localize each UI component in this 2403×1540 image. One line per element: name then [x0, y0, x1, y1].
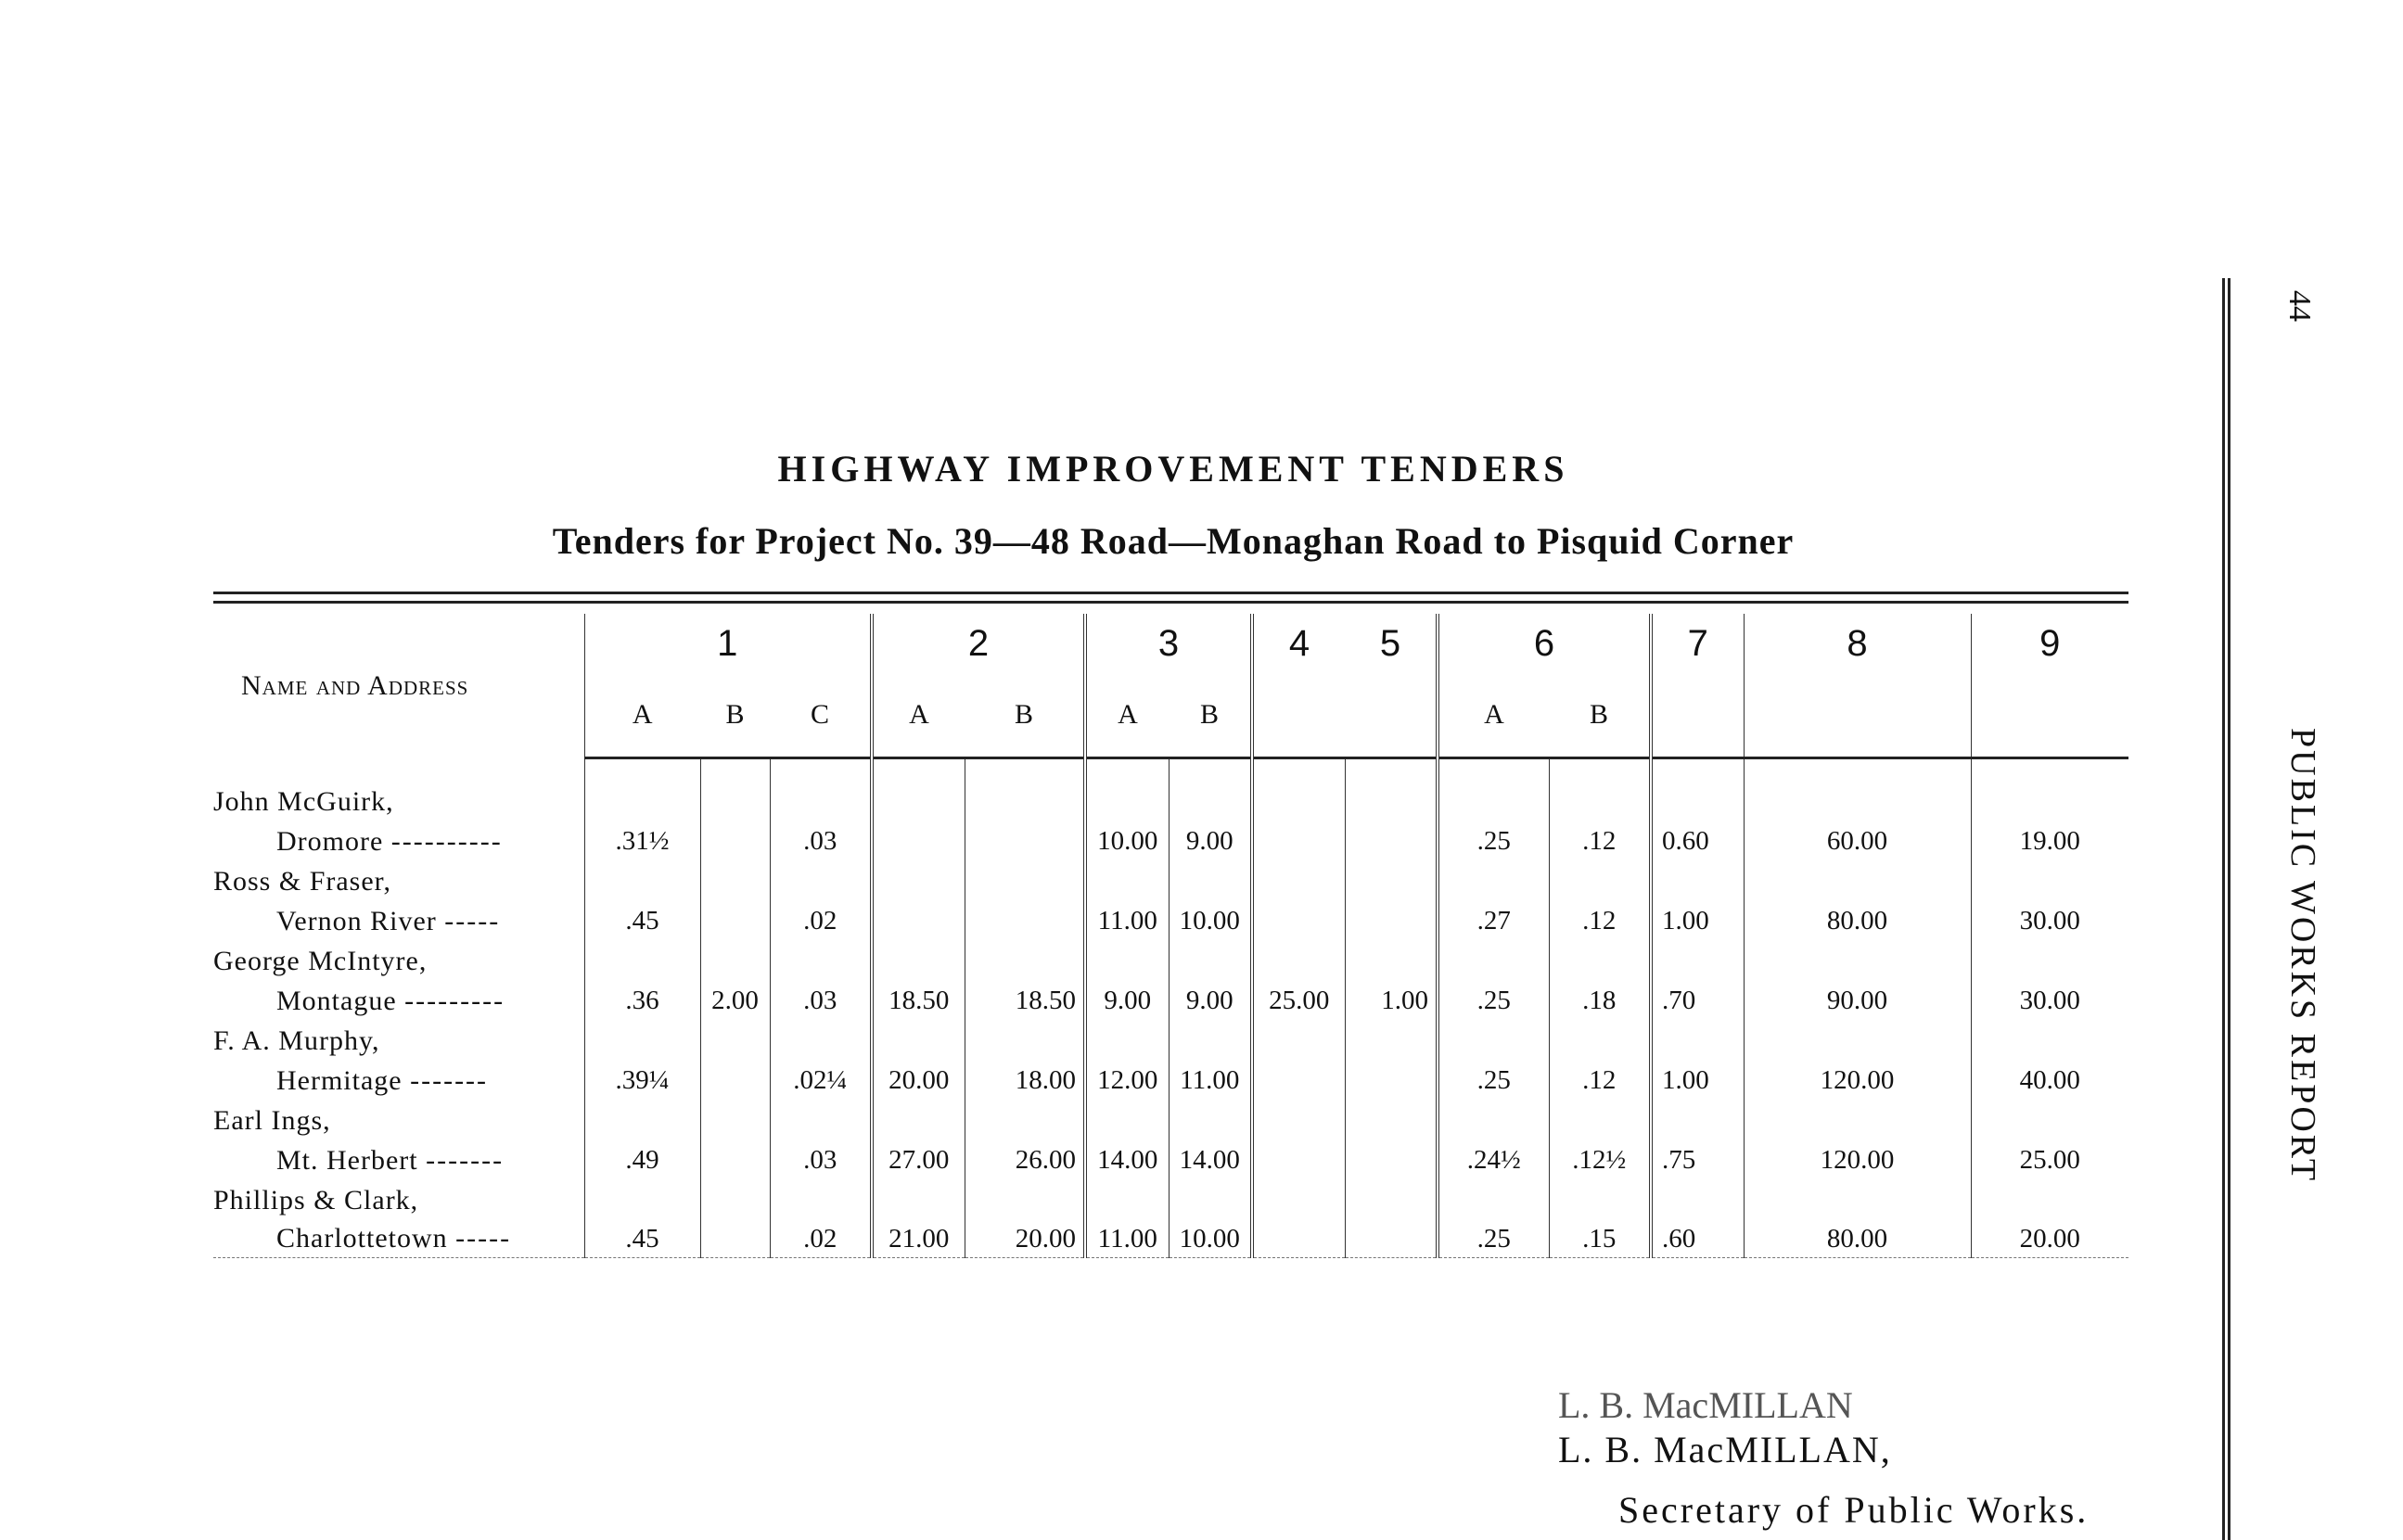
table-row-name — [213, 861, 2128, 901]
address-text: Vernon River — [276, 905, 437, 936]
table-cell: 21.00 — [872, 1220, 965, 1258]
table-cell: 18.50 — [872, 981, 965, 1021]
table-cell — [1345, 1061, 1438, 1101]
table-cell: .25 — [1438, 821, 1549, 861]
table-cell: .45 — [584, 901, 700, 941]
table-cell: 18.00 — [965, 1061, 1085, 1101]
signature-name: L. B. MacMILLAN, — [1558, 1429, 1892, 1470]
tenderer-name: Ross & Fraser, — [213, 865, 391, 897]
table-cell: 10.00 — [1169, 901, 1252, 941]
top-rule-2 — [213, 601, 2128, 604]
table-cell: .60 — [1651, 1220, 1744, 1258]
table-cell: .27 — [1438, 901, 1549, 941]
tenders-table-container — [213, 614, 2128, 1258]
table-cell: 1.00 — [1651, 901, 1744, 941]
table-cell: 11.00 — [1085, 1220, 1169, 1258]
table-row-name — [213, 782, 2128, 821]
table-cell: 80.00 — [1744, 1220, 1971, 1258]
table-cell — [1252, 1220, 1345, 1258]
leader-dots: ---------- — [390, 825, 503, 857]
table-cell: 18.50 — [965, 981, 1085, 1021]
table-cell: 1.00 — [1345, 981, 1438, 1021]
col-2b: B — [965, 673, 1085, 758]
tenderer-address — [213, 1061, 584, 1101]
leader-dots: --------- — [404, 985, 505, 1016]
table-cell: 12.00 — [1085, 1061, 1169, 1101]
table-cell: 120.00 — [1744, 1140, 1971, 1180]
tenderer-name: John McGuirk, — [213, 785, 394, 817]
table-cell: 26.00 — [965, 1140, 1085, 1180]
leader-dots: ----- — [444, 905, 501, 936]
col-6b: B — [1549, 673, 1651, 758]
table-cell: .45 — [584, 1220, 700, 1258]
table-cell — [1345, 901, 1438, 941]
table-cell: 9.00 — [1169, 981, 1252, 1021]
table-cell: 30.00 — [1971, 981, 2128, 1021]
address-text: Mt. Herbert — [276, 1144, 418, 1176]
tenderer-address — [213, 1220, 584, 1258]
table-cell: .49 — [584, 1140, 700, 1180]
table-cell: 2.00 — [700, 981, 770, 1021]
table-cell: .25 — [1438, 1220, 1549, 1258]
leader-dots: ----- — [455, 1223, 512, 1254]
table-cell: 120.00 — [1744, 1061, 1971, 1101]
table-cell: .02 — [770, 901, 872, 941]
table-cell: 11.00 — [1085, 901, 1169, 941]
table-cell: 30.00 — [1971, 901, 2128, 941]
leader-dots: ------- — [410, 1064, 489, 1096]
table-cell: 10.00 — [1169, 1220, 1252, 1258]
table-cell: 20.00 — [965, 1220, 1085, 1258]
table-cell: 27.00 — [872, 1140, 965, 1180]
table-cell: 40.00 — [1971, 1061, 2128, 1101]
table-cell: .02¼ — [770, 1061, 872, 1101]
table-cell: 9.00 — [1169, 821, 1252, 861]
table-row — [213, 1061, 2128, 1101]
table-cell: .03 — [770, 821, 872, 861]
table-cell: .03 — [770, 1140, 872, 1180]
leader-dots: ------- — [426, 1144, 505, 1176]
table-row-name — [213, 1180, 2128, 1220]
table-cell — [700, 1220, 770, 1258]
col-6a: A — [1438, 673, 1549, 758]
table-cell: 20.00 — [1971, 1220, 2128, 1258]
col-2a: A — [872, 673, 965, 758]
page-title: HIGHWAY IMPROVEMENT TENDERS — [777, 448, 1569, 490]
table-body — [213, 758, 2128, 1258]
table-cell — [872, 901, 965, 941]
table-cell: 80.00 — [1744, 901, 1971, 941]
table-cell: .75 — [1651, 1140, 1744, 1180]
table-cell — [700, 821, 770, 861]
table-cell: .18 — [1549, 981, 1651, 1021]
table-head — [213, 614, 2128, 758]
col-9-sub — [1971, 673, 2128, 758]
table-cell: .36 — [584, 981, 700, 1021]
signature-ghost: L. B. MacMILLAN — [1558, 1384, 1853, 1426]
table-cell — [965, 901, 1085, 941]
table-cell — [700, 901, 770, 941]
tenderer-address — [213, 901, 584, 941]
table-cell: .15 — [1549, 1220, 1651, 1258]
address-text: Dromore — [276, 825, 384, 857]
table-row — [213, 1220, 2128, 1258]
table-cell — [1345, 1220, 1438, 1258]
spacer-row — [213, 758, 2128, 783]
tenders-table — [213, 614, 2128, 1258]
table-row — [213, 901, 2128, 941]
table-cell: 11.00 — [1169, 1061, 1252, 1101]
address-text: Montague — [276, 985, 397, 1016]
page-subtitle: Tenders for Project No. 39—48 Road—Monaghan Road to Pisquid Corner — [552, 520, 1795, 562]
table-cell: 90.00 — [1744, 981, 1971, 1021]
tenderer-address — [213, 821, 584, 861]
col-group-5: 5 — [1379, 622, 1401, 664]
table-cell: .02 — [770, 1220, 872, 1258]
table-cell: .25 — [1438, 1061, 1549, 1101]
table-cell — [1345, 1140, 1438, 1180]
col-4-sub — [1252, 673, 1345, 758]
table-cell: 20.00 — [872, 1061, 965, 1101]
table-cell — [1345, 821, 1438, 861]
table-cell: .25 — [1438, 981, 1549, 1021]
col-8-sub — [1744, 673, 1971, 758]
signature-title: Secretary of Public Works. — [1618, 1489, 2090, 1531]
col-7-sub — [1651, 673, 1744, 758]
table-cell: .12 — [1549, 821, 1651, 861]
col-group-1: 1 — [584, 614, 872, 673]
col-3a: A — [1085, 673, 1169, 758]
table-cell — [1252, 821, 1345, 861]
tenderer-address — [213, 981, 584, 1021]
address-text: Charlottetown — [276, 1223, 448, 1254]
tenderer-name: F. A. Murphy, — [213, 1025, 380, 1056]
name-address-header: Name and Address — [241, 669, 469, 701]
table-cell — [1252, 1061, 1345, 1101]
col-group-7: 7 — [1651, 614, 1744, 673]
table-row-name — [213, 1021, 2128, 1061]
table-row — [213, 821, 2128, 861]
table-cell — [872, 821, 965, 861]
address-text: Hermitage — [276, 1064, 403, 1096]
table-cell: .70 — [1651, 981, 1744, 1021]
table-cell: 60.00 — [1744, 821, 1971, 861]
table-row-name — [213, 941, 2128, 981]
table-cell: 25.00 — [1971, 1140, 2128, 1180]
tenderer-address — [213, 1140, 584, 1180]
table-cell: 25.00 — [1252, 981, 1345, 1021]
col-group-8: 8 — [1744, 614, 1971, 673]
table-cell: .12 — [1549, 1061, 1651, 1101]
table-row-name — [213, 1101, 2128, 1140]
running-head: PUBLIC WORKS REPORT — [2283, 728, 2322, 1184]
table-cell: .39¼ — [584, 1061, 700, 1101]
table-row — [213, 1140, 2128, 1180]
col-1c: C — [770, 673, 872, 758]
col-5-sub — [1345, 673, 1438, 758]
table-cell: .03 — [770, 981, 872, 1021]
tenderer-name: Earl Ings, — [213, 1104, 331, 1136]
table-cell: .24½ — [1438, 1140, 1549, 1180]
table-cell: .31½ — [584, 821, 700, 861]
table-cell: 1.00 — [1651, 1061, 1744, 1101]
table-cell — [700, 1061, 770, 1101]
table-cell: 0.60 — [1651, 821, 1744, 861]
table-cell — [1252, 1140, 1345, 1180]
col-group-9: 9 — [1971, 614, 2128, 673]
tenderer-name: Phillips & Clark, — [213, 1184, 419, 1215]
table-cell — [700, 1140, 770, 1180]
col-1a: A — [584, 673, 700, 758]
table-row — [213, 981, 2128, 1021]
col-group-2: 2 — [872, 614, 1085, 673]
table-cell: .12½ — [1549, 1140, 1651, 1180]
col-group-4: 4 — [1252, 614, 1345, 673]
page-number: 44 — [2282, 290, 2317, 322]
top-rule-1 — [213, 592, 2128, 594]
table-cell: 19.00 — [1971, 821, 2128, 861]
table-cell: 14.00 — [1169, 1140, 1252, 1180]
table-cell — [1252, 901, 1345, 941]
table-cell: 14.00 — [1085, 1140, 1169, 1180]
col-1b: B — [700, 673, 770, 758]
table-cell: 10.00 — [1085, 821, 1169, 861]
table-cell — [965, 821, 1085, 861]
table-cell: 9.00 — [1085, 981, 1169, 1021]
col-3b: B — [1169, 673, 1252, 758]
col-group-6: 6 — [1438, 614, 1651, 673]
table-cell: .12 — [1549, 901, 1651, 941]
tenderer-name: George McIntyre, — [213, 945, 428, 976]
col-group-3: 3 — [1085, 614, 1252, 673]
